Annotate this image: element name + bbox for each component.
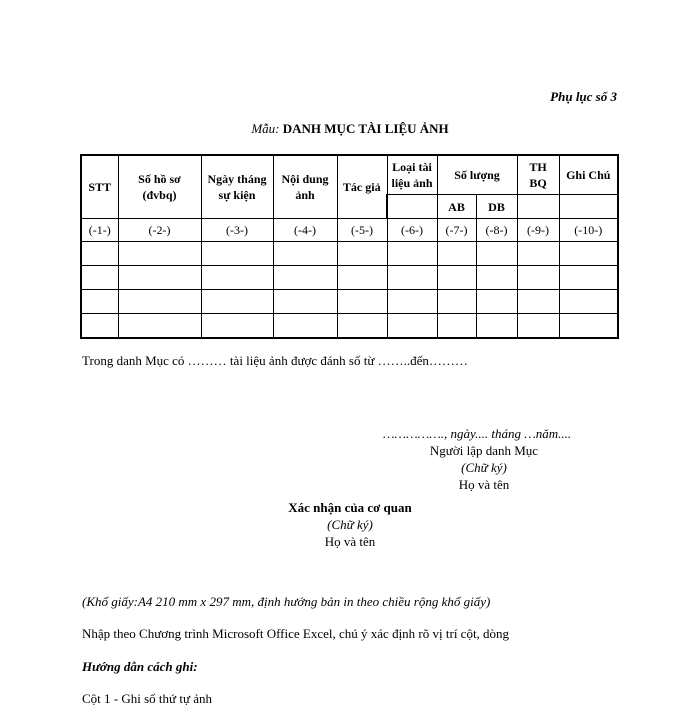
table-row xyxy=(81,290,618,314)
excel-input-note: Nhập theo Chương trình Microsoft Office Excel, chú ý xác định rõ vị trí cột, dòng xyxy=(82,626,510,641)
table-row xyxy=(81,242,618,266)
creator-name-label: Họ và tên xyxy=(458,477,510,492)
header-photo-content: Nội dung ảnh xyxy=(273,155,337,219)
table-row xyxy=(81,266,618,290)
col-num-7: (-7-) xyxy=(437,219,476,242)
header-document-type: Loại tài liệu ảnh xyxy=(387,155,437,195)
appendix-label: Phụ lục số 3 xyxy=(550,89,617,104)
subheader-th-bq-blank xyxy=(517,195,559,219)
header-file-number: Số hồ sơ (đvbq) xyxy=(118,155,201,219)
col-num-1: (-1-) xyxy=(81,219,118,242)
creator-sign-label: (Chữ ký) xyxy=(461,460,507,475)
agency-name-label: Họ và tên xyxy=(324,534,376,549)
col-num-5: (-5-) xyxy=(337,219,387,242)
subheader-doc-type-blank xyxy=(387,195,437,219)
col-num-2: (-2-) xyxy=(118,219,201,242)
col-num-8: (-8-) xyxy=(476,219,517,242)
guide-heading: Hướng dẫn cách ghi: xyxy=(82,659,198,674)
subheader-notes-blank xyxy=(559,195,618,219)
col-num-9: (-9-) xyxy=(517,219,559,242)
signature-date-line: ……………., ngày.... tháng …năm.... xyxy=(383,426,572,441)
form-title-prefix: Mẫu: xyxy=(251,121,280,136)
column-1-instruction: Cột 1 - Ghi số thứ tự ảnh xyxy=(82,691,213,706)
header-quantity: Số lượng xyxy=(437,155,517,195)
col-num-4: (-4-) xyxy=(273,219,337,242)
form-title-main: DANH MỤC TÀI LIỆU ẢNH xyxy=(282,121,449,136)
header-ab: AB xyxy=(437,195,476,219)
agency-sign-label: (Chữ ký) xyxy=(327,517,373,532)
column-number-row xyxy=(81,219,618,242)
header-notes: Ghi Chú xyxy=(559,155,618,195)
col-num-6: (-6-) xyxy=(387,219,437,242)
header-event-date: Ngày tháng sự kiện xyxy=(201,155,273,219)
creator-title: Người lập danh Mục xyxy=(429,443,539,458)
header-th-bq: TH BQ xyxy=(517,155,559,195)
header-stt: STT xyxy=(81,155,118,219)
photo-list-table xyxy=(80,154,619,339)
header-row xyxy=(81,155,618,195)
table-row xyxy=(81,314,618,339)
header-db: DB xyxy=(476,195,517,219)
document-count-line: Trong danh Mục có ……… tài liệu ảnh được đánh số từ ……..đến……… xyxy=(82,353,468,368)
form-title xyxy=(0,121,700,137)
agency-confirmation-title: Xác nhận của cơ quan xyxy=(288,500,412,515)
header-author: Tác giả xyxy=(337,155,387,219)
col-num-10: (-10-) xyxy=(559,219,618,242)
col-num-3: (-3-) xyxy=(201,219,273,242)
paper-size-note: (Khổ giấy:A4 210 mm x 297 mm, định hướng bản in theo chiều rộng khổ giấy) xyxy=(82,594,491,609)
